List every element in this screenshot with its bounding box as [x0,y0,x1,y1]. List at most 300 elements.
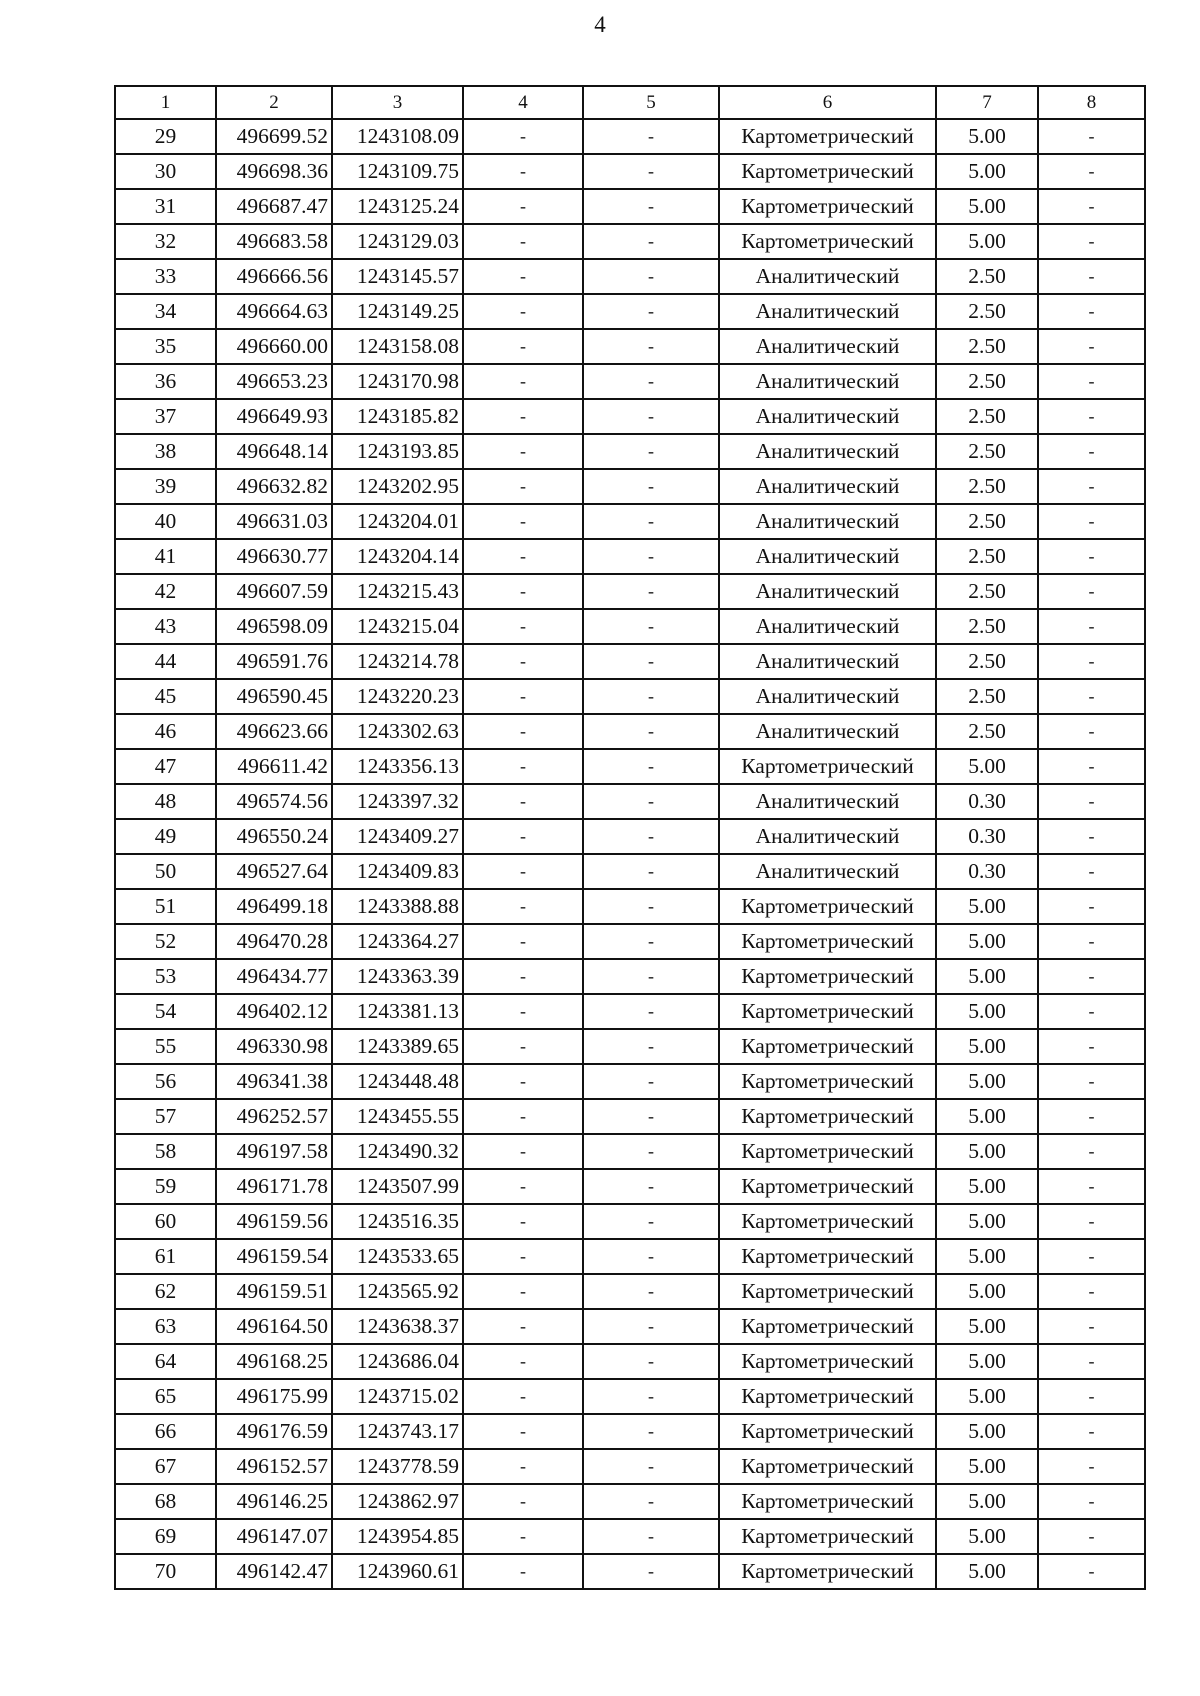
column-header: 2 [216,86,332,119]
column-5-cell: - [583,329,719,364]
column-8-cell: - [1038,154,1145,189]
y-coordinate-cell: 1243954.85 [332,1519,463,1554]
column-4-cell: - [463,1484,583,1519]
x-coordinate-cell: 496598.09 [216,609,332,644]
column-4-cell: - [463,154,583,189]
column-header: 5 [583,86,719,119]
accuracy-cell: 5.00 [936,1344,1038,1379]
y-coordinate-cell: 1243302.63 [332,714,463,749]
table-row [115,574,1145,609]
accuracy-cell: 5.00 [936,224,1038,259]
table-row [115,1519,1145,1554]
y-coordinate-cell: 1243448.48 [332,1064,463,1099]
table-row [115,1064,1145,1099]
accuracy-cell: 5.00 [936,994,1038,1029]
table-row [115,364,1145,399]
table-row [115,784,1145,819]
y-coordinate-cell: 1243185.82 [332,399,463,434]
column-4-cell: - [463,539,583,574]
accuracy-cell: 5.00 [936,1519,1038,1554]
method-cell: Картометрический [719,994,936,1029]
point-number-cell: 32 [115,224,216,259]
x-coordinate-cell: 496653.23 [216,364,332,399]
table-row [115,189,1145,224]
method-cell: Картометрический [719,889,936,924]
column-5-cell: - [583,994,719,1029]
point-number-cell: 33 [115,259,216,294]
table-row [115,154,1145,189]
accuracy-cell: 5.00 [936,1204,1038,1239]
accuracy-cell: 5.00 [936,1309,1038,1344]
y-coordinate-cell: 1243778.59 [332,1449,463,1484]
x-coordinate-cell: 496164.50 [216,1309,332,1344]
accuracy-cell: 2.50 [936,329,1038,364]
point-number-cell: 31 [115,189,216,224]
point-number-cell: 58 [115,1134,216,1169]
method-cell: Картометрический [719,189,936,224]
column-8-cell: - [1038,504,1145,539]
column-5-cell: - [583,1414,719,1449]
table-row [115,224,1145,259]
x-coordinate-cell: 496341.38 [216,1064,332,1099]
column-4-cell: - [463,819,583,854]
point-number-cell: 44 [115,644,216,679]
method-cell: Картометрический [719,924,936,959]
accuracy-cell: 2.50 [936,644,1038,679]
column-8-cell: - [1038,469,1145,504]
y-coordinate-cell: 1243125.24 [332,189,463,224]
x-coordinate-cell: 496252.57 [216,1099,332,1134]
point-number-cell: 46 [115,714,216,749]
accuracy-cell: 5.00 [936,1064,1038,1099]
column-5-cell: - [583,434,719,469]
column-4-cell: - [463,1344,583,1379]
column-4-cell: - [463,1099,583,1134]
point-number-cell: 53 [115,959,216,994]
table-row [115,854,1145,889]
column-5-cell: - [583,1379,719,1414]
point-number-cell: 63 [115,1309,216,1344]
column-8-cell: - [1038,784,1145,819]
x-coordinate-cell: 496687.47 [216,189,332,224]
y-coordinate-cell: 1243715.02 [332,1379,463,1414]
x-coordinate-cell: 496632.82 [216,469,332,504]
table-row [115,644,1145,679]
accuracy-cell: 0.30 [936,784,1038,819]
column-5-cell: - [583,1134,719,1169]
y-coordinate-cell: 1243204.01 [332,504,463,539]
x-coordinate-cell: 496623.66 [216,714,332,749]
table-row [115,539,1145,574]
column-5-cell: - [583,154,719,189]
table-row [115,819,1145,854]
point-number-cell: 66 [115,1414,216,1449]
y-coordinate-cell: 1243409.83 [332,854,463,889]
x-coordinate-cell: 496402.12 [216,994,332,1029]
y-coordinate-cell: 1243356.13 [332,749,463,784]
column-8-cell: - [1038,854,1145,889]
column-5-cell: - [583,1344,719,1379]
y-coordinate-cell: 1243129.03 [332,224,463,259]
accuracy-cell: 2.50 [936,679,1038,714]
column-8-cell: - [1038,434,1145,469]
column-4-cell: - [463,609,583,644]
y-coordinate-cell: 1243388.88 [332,889,463,924]
point-number-cell: 29 [115,119,216,154]
x-coordinate-cell: 496146.25 [216,1484,332,1519]
column-5-cell: - [583,1029,719,1064]
x-coordinate-cell: 496159.51 [216,1274,332,1309]
x-coordinate-cell: 496590.45 [216,679,332,714]
table-row [115,679,1145,714]
point-number-cell: 61 [115,1239,216,1274]
accuracy-cell: 5.00 [936,1134,1038,1169]
point-number-cell: 47 [115,749,216,784]
column-header: 7 [936,86,1038,119]
column-8-cell: - [1038,1134,1145,1169]
table-row [115,1484,1145,1519]
x-coordinate-cell: 496649.93 [216,399,332,434]
accuracy-cell: 2.50 [936,609,1038,644]
accuracy-cell: 2.50 [936,399,1038,434]
accuracy-cell: 5.00 [936,1379,1038,1414]
column-5-cell: - [583,364,719,399]
y-coordinate-cell: 1243220.23 [332,679,463,714]
column-8-cell: - [1038,1099,1145,1134]
column-5-cell: - [583,854,719,889]
y-coordinate-cell: 1243565.92 [332,1274,463,1309]
column-5-cell: - [583,1169,719,1204]
method-cell: Аналитический [719,854,936,889]
method-cell: Аналитический [719,434,936,469]
method-cell: Аналитический [719,539,936,574]
accuracy-cell: 5.00 [936,1274,1038,1309]
point-number-cell: 45 [115,679,216,714]
point-number-cell: 50 [115,854,216,889]
point-number-cell: 51 [115,889,216,924]
column-5-cell: - [583,889,719,924]
column-8-cell: - [1038,1554,1145,1589]
column-4-cell: - [463,644,583,679]
point-number-cell: 57 [115,1099,216,1134]
accuracy-cell: 5.00 [936,1449,1038,1484]
table-row [115,924,1145,959]
column-4-cell: - [463,959,583,994]
y-coordinate-cell: 1243516.35 [332,1204,463,1239]
table-row [115,1414,1145,1449]
column-5-cell: - [583,959,719,994]
column-5-cell: - [583,1309,719,1344]
point-number-cell: 37 [115,399,216,434]
y-coordinate-cell: 1243743.17 [332,1414,463,1449]
column-5-cell: - [583,1204,719,1239]
column-8-cell: - [1038,1519,1145,1554]
column-8-cell: - [1038,1449,1145,1484]
column-4-cell: - [463,1204,583,1239]
column-5-cell: - [583,574,719,609]
point-number-cell: 49 [115,819,216,854]
x-coordinate-cell: 496434.77 [216,959,332,994]
point-number-cell: 42 [115,574,216,609]
table-row [115,1554,1145,1589]
column-4-cell: - [463,224,583,259]
column-4-cell: - [463,294,583,329]
accuracy-cell: 2.50 [936,469,1038,504]
column-4-cell: - [463,994,583,1029]
y-coordinate-cell: 1243533.65 [332,1239,463,1274]
column-8-cell: - [1038,1064,1145,1099]
method-cell: Картометрический [719,154,936,189]
accuracy-cell: 5.00 [936,189,1038,224]
column-8-cell: - [1038,1204,1145,1239]
column-4-cell: - [463,679,583,714]
table-row [115,889,1145,924]
column-8-cell: - [1038,959,1145,994]
column-8-cell: - [1038,994,1145,1029]
method-cell: Картометрический [719,1204,936,1239]
y-coordinate-cell: 1243214.78 [332,644,463,679]
column-4-cell: - [463,1554,583,1589]
x-coordinate-cell: 496683.58 [216,224,332,259]
point-number-cell: 38 [115,434,216,469]
column-8-cell: - [1038,364,1145,399]
method-cell: Аналитический [719,364,936,399]
column-4-cell: - [463,784,583,819]
accuracy-cell: 2.50 [936,259,1038,294]
method-cell: Аналитический [719,679,936,714]
method-cell: Картометрический [719,1484,936,1519]
accuracy-cell: 5.00 [936,1414,1038,1449]
column-4-cell: - [463,1309,583,1344]
column-5-cell: - [583,294,719,329]
column-4-cell: - [463,749,583,784]
table-row [115,1099,1145,1134]
column-5-cell: - [583,679,719,714]
column-8-cell: - [1038,399,1145,434]
header-row [115,86,1145,119]
y-coordinate-cell: 1243109.75 [332,154,463,189]
point-number-cell: 62 [115,1274,216,1309]
method-cell: Аналитический [719,469,936,504]
column-5-cell: - [583,924,719,959]
y-coordinate-cell: 1243389.65 [332,1029,463,1064]
point-number-cell: 41 [115,539,216,574]
column-8-cell: - [1038,644,1145,679]
accuracy-cell: 5.00 [936,1029,1038,1064]
column-4-cell: - [463,854,583,889]
accuracy-cell: 5.00 [936,749,1038,784]
method-cell: Картометрический [719,1309,936,1344]
column-4-cell: - [463,1169,583,1204]
x-coordinate-cell: 496648.14 [216,434,332,469]
method-cell: Аналитический [719,259,936,294]
table-row [115,1449,1145,1484]
column-8-cell: - [1038,819,1145,854]
column-header: 3 [332,86,463,119]
method-cell: Картометрический [719,1169,936,1204]
table-row [115,1169,1145,1204]
accuracy-cell: 2.50 [936,294,1038,329]
method-cell: Картометрический [719,1379,936,1414]
table-row [115,469,1145,504]
method-cell: Картометрический [719,1519,936,1554]
method-cell: Картометрический [719,1414,936,1449]
column-8-cell: - [1038,1379,1145,1414]
column-4-cell: - [463,469,583,504]
method-cell: Картометрический [719,749,936,784]
x-coordinate-cell: 496176.59 [216,1414,332,1449]
y-coordinate-cell: 1243409.27 [332,819,463,854]
point-number-cell: 56 [115,1064,216,1099]
x-coordinate-cell: 496175.99 [216,1379,332,1414]
column-5-cell: - [583,1064,719,1099]
column-4-cell: - [463,504,583,539]
accuracy-cell: 2.50 [936,434,1038,469]
y-coordinate-cell: 1243638.37 [332,1309,463,1344]
column-8-cell: - [1038,749,1145,784]
table-row [115,329,1145,364]
accuracy-cell: 5.00 [936,119,1038,154]
accuracy-cell: 5.00 [936,154,1038,189]
y-coordinate-cell: 1243170.98 [332,364,463,399]
point-number-cell: 34 [115,294,216,329]
y-coordinate-cell: 1243397.32 [332,784,463,819]
column-4-cell: - [463,889,583,924]
method-cell: Картометрический [719,119,936,154]
column-5-cell: - [583,1554,719,1589]
column-8-cell: - [1038,714,1145,749]
accuracy-cell: 2.50 [936,574,1038,609]
x-coordinate-cell: 496666.56 [216,259,332,294]
column-4-cell: - [463,119,583,154]
column-4-cell: - [463,1414,583,1449]
column-8-cell: - [1038,924,1145,959]
x-coordinate-cell: 496152.57 [216,1449,332,1484]
accuracy-cell: 2.50 [936,364,1038,399]
point-number-cell: 43 [115,609,216,644]
point-number-cell: 64 [115,1344,216,1379]
method-cell: Картометрический [719,1274,936,1309]
column-4-cell: - [463,714,583,749]
point-number-cell: 69 [115,1519,216,1554]
column-8-cell: - [1038,679,1145,714]
x-coordinate-cell: 496591.76 [216,644,332,679]
column-4-cell: - [463,1379,583,1414]
table-row [115,399,1145,434]
method-cell: Картометрический [719,1029,936,1064]
column-5-cell: - [583,819,719,854]
column-4-cell: - [463,1449,583,1484]
column-5-cell: - [583,224,719,259]
column-4-cell: - [463,259,583,294]
accuracy-cell: 5.00 [936,889,1038,924]
column-5-cell: - [583,644,719,679]
point-number-cell: 55 [115,1029,216,1064]
column-4-cell: - [463,1274,583,1309]
accuracy-cell: 0.30 [936,819,1038,854]
column-4-cell: - [463,399,583,434]
column-8-cell: - [1038,224,1145,259]
table-row [115,1029,1145,1064]
accuracy-cell: 5.00 [936,924,1038,959]
x-coordinate-cell: 496574.56 [216,784,332,819]
y-coordinate-cell: 1243862.97 [332,1484,463,1519]
column-header: 6 [719,86,936,119]
table-row [115,1379,1145,1414]
method-cell: Аналитический [719,784,936,819]
accuracy-cell: 2.50 [936,714,1038,749]
table-row [115,1309,1145,1344]
accuracy-cell: 5.00 [936,959,1038,994]
column-8-cell: - [1038,189,1145,224]
x-coordinate-cell: 496611.42 [216,749,332,784]
method-cell: Картометрический [719,1064,936,1099]
column-header: 4 [463,86,583,119]
column-4-cell: - [463,924,583,959]
y-coordinate-cell: 1243507.99 [332,1169,463,1204]
column-5-cell: - [583,714,719,749]
method-cell: Аналитический [719,399,936,434]
point-number-cell: 65 [115,1379,216,1414]
column-8-cell: - [1038,1239,1145,1274]
x-coordinate-cell: 496499.18 [216,889,332,924]
y-coordinate-cell: 1243204.14 [332,539,463,574]
table-row [115,119,1145,154]
column-8-cell: - [1038,539,1145,574]
accuracy-cell: 5.00 [936,1099,1038,1134]
table-row [115,959,1145,994]
accuracy-cell: 5.00 [936,1169,1038,1204]
x-coordinate-cell: 496698.36 [216,154,332,189]
x-coordinate-cell: 496470.28 [216,924,332,959]
method-cell: Аналитический [719,329,936,364]
column-8-cell: - [1038,1484,1145,1519]
y-coordinate-cell: 1243215.43 [332,574,463,609]
x-coordinate-cell: 496159.54 [216,1239,332,1274]
column-8-cell: - [1038,1344,1145,1379]
y-coordinate-cell: 1243686.04 [332,1344,463,1379]
column-5-cell: - [583,539,719,574]
accuracy-cell: 2.50 [936,539,1038,574]
accuracy-cell: 5.00 [936,1239,1038,1274]
column-8-cell: - [1038,1309,1145,1344]
table-row [115,1274,1145,1309]
accuracy-cell: 2.50 [936,504,1038,539]
column-5-cell: - [583,1239,719,1274]
y-coordinate-cell: 1243202.95 [332,469,463,504]
column-8-cell: - [1038,574,1145,609]
column-4-cell: - [463,574,583,609]
column-5-cell: - [583,1449,719,1484]
column-8-cell: - [1038,889,1145,924]
y-coordinate-cell: 1243108.09 [332,119,463,154]
method-cell: Аналитический [719,714,936,749]
column-5-cell: - [583,1099,719,1134]
table-row [115,504,1145,539]
coordinates-table [114,85,1146,1590]
x-coordinate-cell: 496664.63 [216,294,332,329]
point-number-cell: 67 [115,1449,216,1484]
column-8-cell: - [1038,609,1145,644]
method-cell: Аналитический [719,294,936,329]
method-cell: Картометрический [719,1134,936,1169]
x-coordinate-cell: 496168.25 [216,1344,332,1379]
column-4-cell: - [463,434,583,469]
y-coordinate-cell: 1243455.55 [332,1099,463,1134]
column-5-cell: - [583,1519,719,1554]
y-coordinate-cell: 1243363.39 [332,959,463,994]
table-body [115,119,1145,1589]
